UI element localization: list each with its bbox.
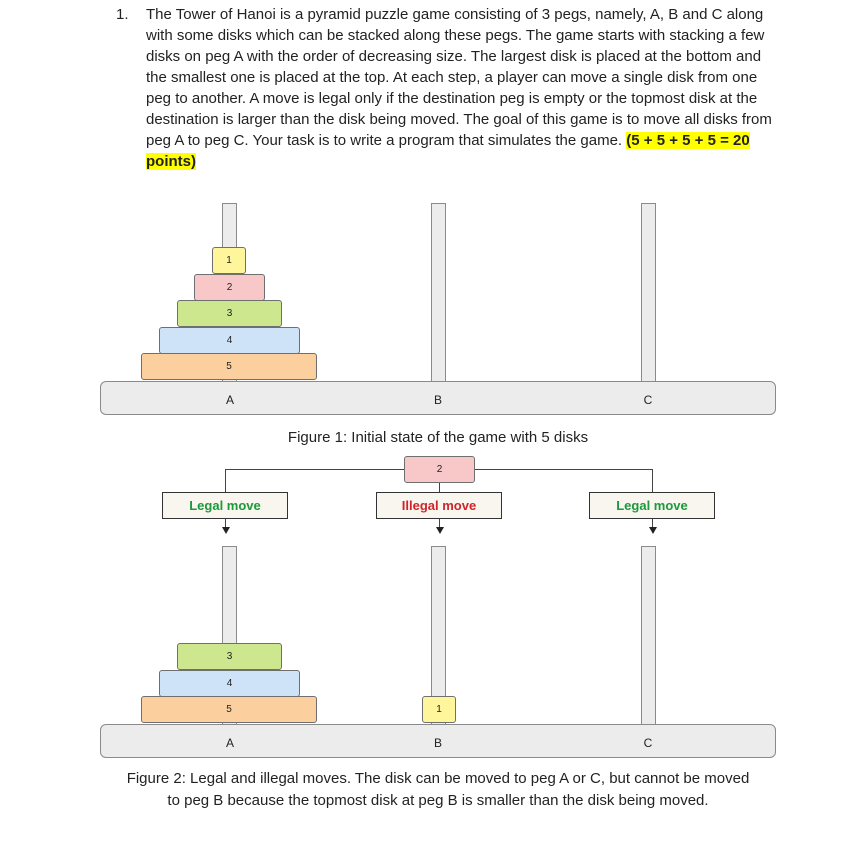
moving-disk: 2 — [404, 456, 475, 483]
peg-b-rod — [431, 203, 446, 383]
points-highlight: (5 + 5 + 5 + 5 = 20 points) — [146, 132, 750, 170]
problem-text-block — [146, 4, 786, 172]
illegal-move-label-b: Illegal move — [376, 492, 502, 519]
peg-c-rod — [641, 546, 656, 726]
disk-5: 5 — [141, 696, 317, 723]
legal-move-label-c: Legal move — [589, 492, 715, 519]
peg-label-b: B — [433, 736, 442, 750]
peg-label-c: C — [643, 393, 653, 407]
disk-1: 1 — [422, 696, 456, 723]
figure-1-caption: Figure 1: Initial state of the game with 5 disks — [287, 429, 589, 446]
arrow-down-icon — [649, 527, 657, 534]
figure-2-caption-line-2: to peg B because the topmost disk at peg B is smaller than the disk being moved. — [167, 792, 709, 809]
peg-label-a: A — [225, 736, 234, 750]
tree-connector-horizontal — [225, 469, 404, 470]
tree-connector-vertical — [439, 483, 440, 492]
disk-3: 3 — [177, 643, 282, 670]
tree-connector-horizontal — [475, 469, 652, 470]
disk-4: 4 — [159, 670, 300, 697]
disk-5: 5 — [141, 353, 317, 380]
arrow-down-icon — [222, 527, 230, 534]
peg-label-c: C — [643, 736, 653, 750]
disk-2: 2 — [194, 274, 265, 301]
disk-1: 1 — [212, 247, 246, 274]
arrow-shaft — [225, 519, 226, 527]
figure-2-caption-line-1: Figure 2: Legal and illegal moves. The disk can be moved to peg A or C, but cannot be moved — [126, 770, 750, 787]
peg-c-rod — [641, 203, 656, 383]
peg-label-a: A — [225, 393, 234, 407]
disk-3: 3 — [177, 300, 282, 327]
arrow-down-icon — [436, 527, 444, 534]
legal-move-label-a: Legal move — [162, 492, 288, 519]
peg-label-b: B — [433, 393, 442, 407]
disk-4: 4 — [159, 327, 300, 354]
tree-connector-vertical — [225, 469, 226, 492]
tree-connector-vertical — [652, 469, 653, 492]
problem-text: The Tower of Hanoi is a pyramid puzzle game consisting of 3 pegs, namely, A, B and C along with some disks which can be stacked along these pegs. The game starts with stacking a few disks on peg A with the order of decreasing size. The largest disk is placed at the bottom and the smallest one is placed at the top. At each step, a player can move a single disk from one peg to another. A move is legal only if the destination peg is empty or the topmost disk at the destination is larger than the disk being moved. The goal of this game is to move all disks from peg A to peg C. Your task is to write a program that simulates the game. — [146, 6, 772, 149]
problem-number: 1. — [116, 6, 129, 23]
arrow-shaft — [652, 519, 653, 527]
arrow-shaft — [439, 519, 440, 527]
